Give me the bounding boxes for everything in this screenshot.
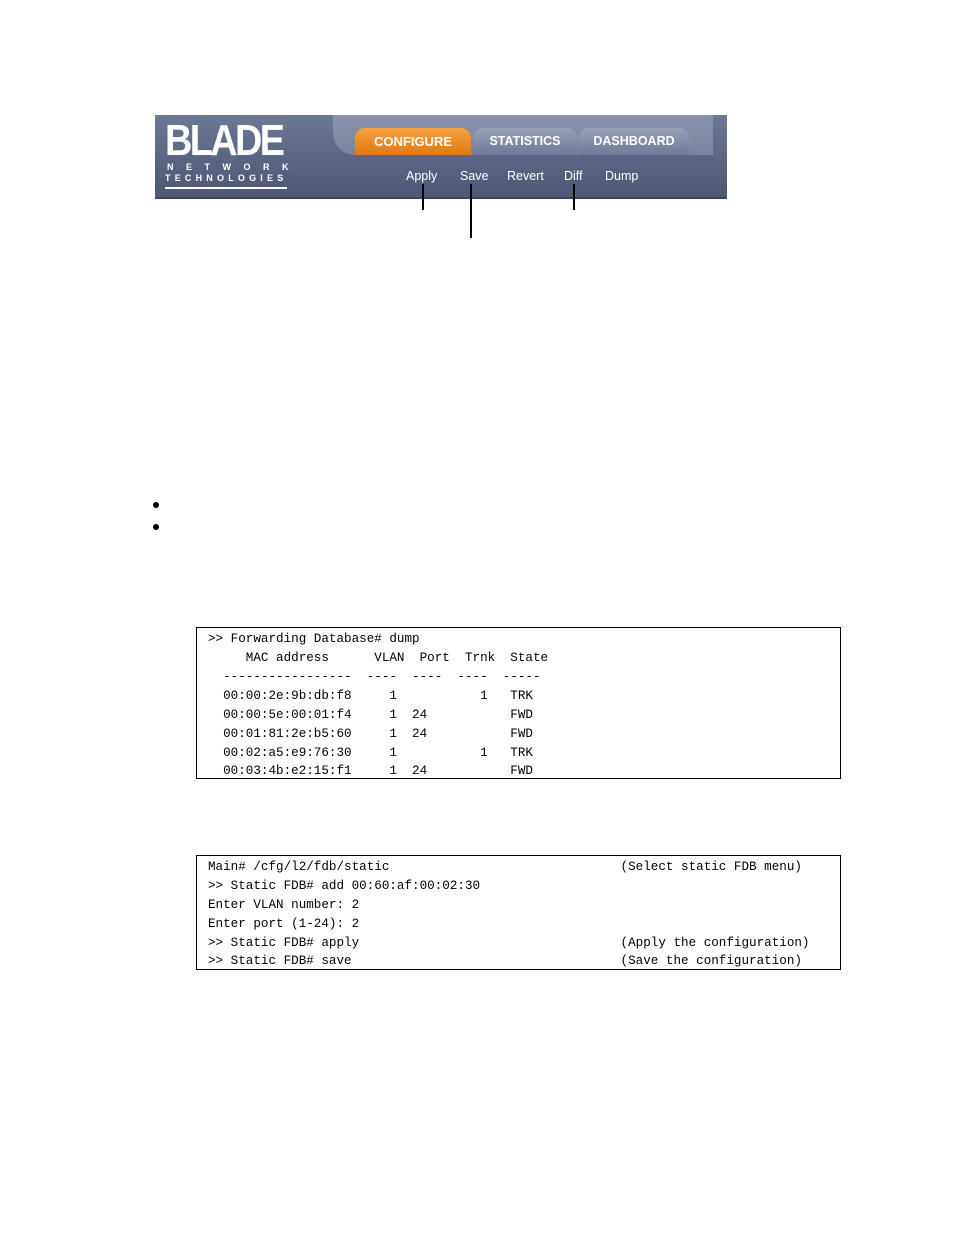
bnt-header-banner bbox=[155, 115, 727, 199]
bullet-point bbox=[153, 502, 159, 508]
apply-button[interactable]: Apply bbox=[406, 169, 438, 183]
terminal-comment: (Select static FDB menu) bbox=[613, 860, 802, 874]
static-fdb-terminal bbox=[196, 855, 841, 970]
save-button[interactable]: Save bbox=[460, 169, 489, 183]
logo-technologies-text: TECHNOLOGIES bbox=[165, 173, 288, 183]
tab-configure[interactable]: CONFIGURE bbox=[355, 128, 471, 155]
terminal-line: 00:01:81:2e:b5:60 1 24 FWD bbox=[208, 727, 533, 741]
terminal-command: >> Static FDB# save bbox=[208, 954, 352, 968]
terminal-line: 00:03:4b:e2:15:f1 1 24 FWD bbox=[208, 764, 533, 778]
terminal-command: >> Static FDB# apply bbox=[208, 936, 360, 950]
logo-network-text: NETWORK bbox=[167, 162, 301, 172]
callout-line-apply bbox=[422, 184, 424, 210]
terminal-comment: (Apply the configuration) bbox=[613, 936, 810, 950]
terminal-line: MAC address VLAN Port Trnk State bbox=[208, 651, 549, 665]
tab-statistics[interactable]: STATISTICS bbox=[473, 128, 577, 155]
diff-button[interactable]: Diff bbox=[564, 169, 583, 183]
terminal-command: >> Static FDB# add 00:60:af:00:02:30 bbox=[208, 879, 481, 893]
terminal-command: Enter port (1-24): 2 bbox=[208, 917, 360, 931]
fdb-dump-terminal bbox=[196, 627, 841, 779]
revert-button[interactable]: Revert bbox=[507, 169, 544, 183]
terminal-line: >> Forwarding Database# dump bbox=[208, 632, 420, 646]
terminal-line: 00:02:a5:e9:76:30 1 1 TRK bbox=[208, 746, 533, 760]
callout-line-save bbox=[470, 184, 472, 238]
tab-dashboard[interactable]: DASHBOARD bbox=[579, 128, 689, 155]
dump-button[interactable]: Dump bbox=[605, 169, 639, 183]
bullet-point bbox=[153, 524, 159, 530]
logo-wordmark: BLADE bbox=[165, 116, 283, 165]
terminal-comment: (Save the configuration) bbox=[613, 954, 802, 968]
terminal-command: Enter VLAN number: 2 bbox=[208, 898, 360, 912]
terminal-line: 00:00:5e:00:01:f4 1 24 FWD bbox=[208, 708, 533, 722]
terminal-command: Main# /cfg/l2/fdb/static bbox=[208, 860, 390, 874]
terminal-line: ----------------- ---- ---- ---- ----- bbox=[208, 670, 541, 684]
logo-underline bbox=[165, 187, 287, 189]
blade-logo bbox=[165, 116, 301, 189]
callout-line-diff bbox=[573, 184, 575, 210]
terminal-line: 00:00:2e:9b:db:f8 1 1 TRK bbox=[208, 689, 533, 703]
